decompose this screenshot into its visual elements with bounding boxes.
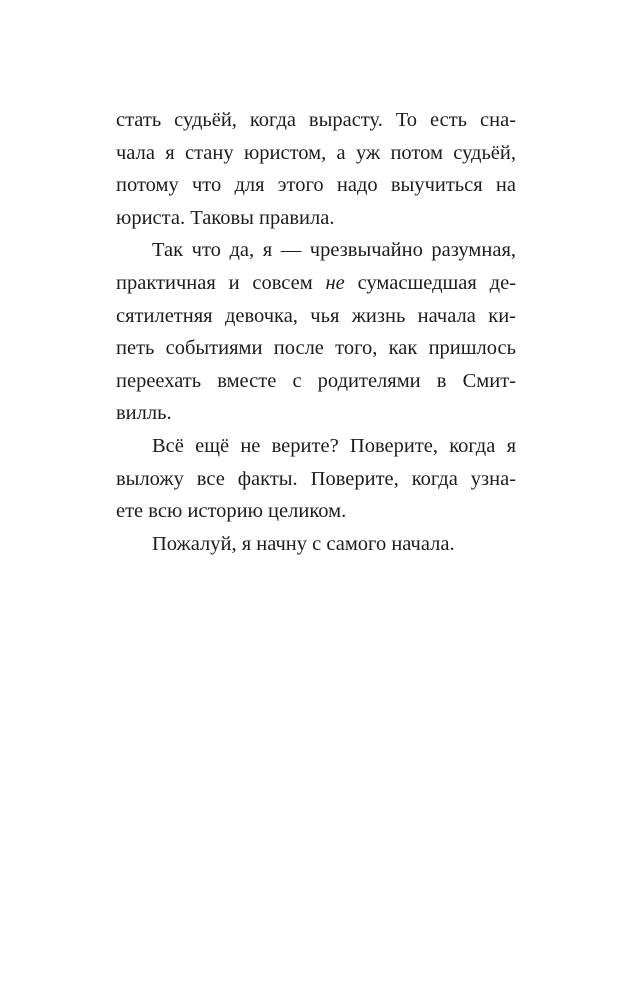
text-line: выложу все факты. Поверите, когда узна- <box>116 467 516 490</box>
text-line: стать судьёй, когда вырасту. То есть сна- <box>116 109 516 131</box>
text-line: сятилетняя девочка, чья жизнь начала ки- <box>116 304 516 327</box>
text-line: вилль. <box>116 402 172 425</box>
text-line: потому что для этого надо выучиться на <box>116 174 516 197</box>
text-line: переехать вместе с родителями в Смит- <box>116 369 516 392</box>
text-line: Пожалуй, я начну с самого начала. <box>152 532 455 555</box>
text-line: Всё ещё не верите? Поверите, когда я <box>152 434 516 457</box>
text-line: практичная и совсем не сумасшедшая де- <box>116 271 516 294</box>
text-line: Так что да, я — чрезвычайно разумная, <box>152 239 516 262</box>
emphasis: не <box>325 271 345 294</box>
body-text <box>116 104 516 560</box>
text-line: ете всю историю целиком. <box>116 500 347 523</box>
text-line: петь событиями после того, как пришлось <box>116 337 516 360</box>
text-line: юриста. Таковы правила. <box>116 206 335 229</box>
text-line: чала я стану юристом, а уж потом судьёй, <box>116 141 516 164</box>
